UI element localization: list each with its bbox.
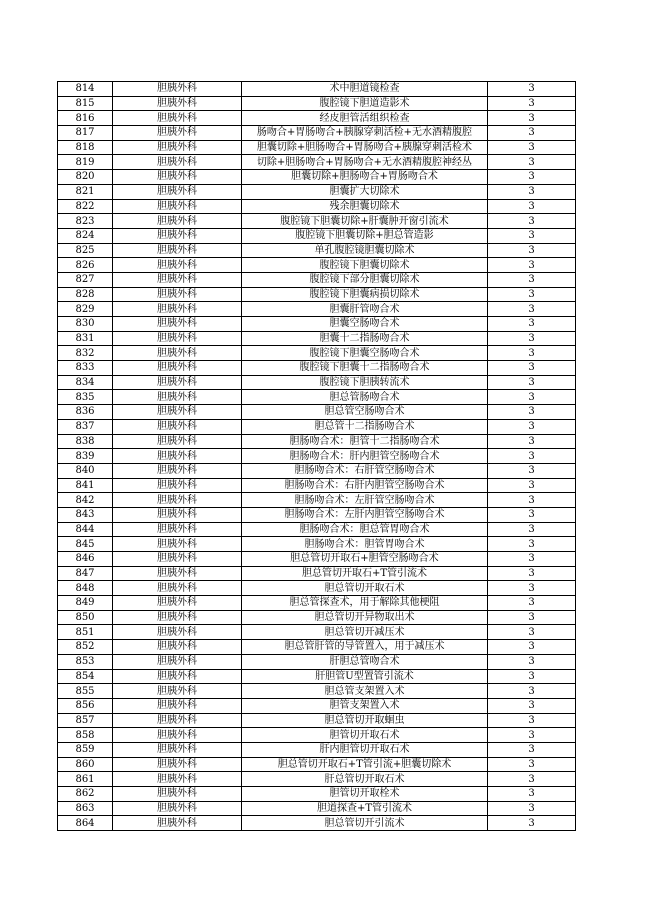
- procedure-name-cell: 胆道探查+T管引流术: [242, 801, 488, 816]
- table-row: [58, 155, 576, 170]
- table-row: [58, 669, 576, 684]
- procedure-name-cell: 胆囊切除+胆肠吻合+胃肠吻合术: [242, 170, 488, 185]
- row-number-cell: 843: [58, 507, 113, 522]
- table-row: [58, 728, 576, 743]
- row-number-cell: 846: [58, 552, 113, 567]
- department-cell: 胆胰外科: [113, 757, 242, 772]
- department-cell: 胆胰外科: [113, 493, 242, 508]
- department-cell: 胆胰外科: [113, 537, 242, 552]
- procedure-name-cell: 经皮胆管活组织检查: [242, 111, 488, 126]
- table-row: [58, 287, 576, 302]
- level-cell: 3: [488, 228, 576, 243]
- procedure-name-cell: 残余胆囊切除术: [242, 199, 488, 214]
- department-cell: 胆胰外科: [113, 742, 242, 757]
- procedure-name-cell: 单孔腹腔镜胆囊切除术: [242, 243, 488, 258]
- row-number-cell: 850: [58, 610, 113, 625]
- row-number-cell: 838: [58, 434, 113, 449]
- row-number-cell: 837: [58, 419, 113, 434]
- level-cell: 3: [488, 258, 576, 273]
- department-cell: 胆胰外科: [113, 801, 242, 816]
- procedure-name-cell: 切除+胆肠吻合+胃肠吻合+无水酒精腹腔神经丛: [242, 155, 488, 170]
- level-cell: 3: [488, 772, 576, 787]
- row-number-cell: 834: [58, 375, 113, 390]
- row-number-cell: 853: [58, 654, 113, 669]
- procedure-name-cell: 胆总管探查术，用于解除其他梗阻: [242, 596, 488, 611]
- department-cell: 胆胰外科: [113, 170, 242, 185]
- row-number-cell: 845: [58, 537, 113, 552]
- table-row: [58, 581, 576, 596]
- table-row: [58, 140, 576, 155]
- department-cell: 胆胰外科: [113, 375, 242, 390]
- department-cell: 胆胰外科: [113, 126, 242, 141]
- level-cell: 3: [488, 713, 576, 728]
- level-cell: 3: [488, 390, 576, 405]
- level-cell: 3: [488, 170, 576, 185]
- procedure-name-cell: 胆囊扩大切除术: [242, 184, 488, 199]
- department-cell: 胆胰外科: [113, 566, 242, 581]
- table-row: [58, 537, 576, 552]
- level-cell: 3: [488, 581, 576, 596]
- row-number-cell: 831: [58, 331, 113, 346]
- level-cell: 3: [488, 640, 576, 655]
- procedure-name-cell: 胆总管支架置入术: [242, 684, 488, 699]
- procedure-name-cell: 胆总管切开取蛔虫: [242, 713, 488, 728]
- level-cell: 3: [488, 405, 576, 420]
- table-row: [58, 478, 576, 493]
- department-cell: 胆胰外科: [113, 96, 242, 111]
- table-row: [58, 434, 576, 449]
- department-cell: 胆胰外科: [113, 698, 242, 713]
- procedure-name-cell: 胆肠吻合术：胆管胃吻合术: [242, 537, 488, 552]
- table-row: [58, 317, 576, 332]
- row-number-cell: 855: [58, 684, 113, 699]
- table-row: [58, 654, 576, 669]
- table-row: [58, 507, 576, 522]
- department-cell: 胆胰外科: [113, 228, 242, 243]
- row-number-cell: 818: [58, 140, 113, 155]
- department-cell: 胆胰外科: [113, 581, 242, 596]
- table-row: [58, 170, 576, 185]
- level-cell: 3: [488, 375, 576, 390]
- procedure-name-cell: 胆肠吻合术：胆总管胃吻合术: [242, 522, 488, 537]
- department-cell: 胆胰外科: [113, 478, 242, 493]
- table-row: [58, 228, 576, 243]
- level-cell: 3: [488, 140, 576, 155]
- department-cell: 胆胰外科: [113, 772, 242, 787]
- table-row: [58, 610, 576, 625]
- row-number-cell: 839: [58, 449, 113, 464]
- table-row: [58, 772, 576, 787]
- table-row: [58, 684, 576, 699]
- level-cell: 3: [488, 463, 576, 478]
- row-number-cell: 854: [58, 669, 113, 684]
- department-cell: 胆胰外科: [113, 449, 242, 464]
- level-cell: 3: [488, 478, 576, 493]
- level-cell: 3: [488, 566, 576, 581]
- procedure-name-cell: 胆肠吻合术：左肝内胆管空肠吻合术: [242, 507, 488, 522]
- department-cell: 胆胰外科: [113, 728, 242, 743]
- procedure-name-cell: 肠吻合+胃肠吻合+胰腺穿刺活检+无水酒精腹腔: [242, 126, 488, 141]
- procedure-name-cell: 胆总管切开取石+T管引流术: [242, 566, 488, 581]
- table-row: [58, 302, 576, 317]
- row-number-cell: 828: [58, 287, 113, 302]
- procedure-name-cell: 腹腔镜下胆胰转流术: [242, 375, 488, 390]
- level-cell: 3: [488, 111, 576, 126]
- level-cell: 3: [488, 596, 576, 611]
- department-cell: 胆胰外科: [113, 82, 242, 97]
- department-cell: 胆胰外科: [113, 669, 242, 684]
- department-cell: 胆胰外科: [113, 787, 242, 802]
- row-number-cell: 864: [58, 816, 113, 831]
- row-number-cell: 836: [58, 405, 113, 420]
- procedure-name-cell: 腹腔镜下胆囊切除术: [242, 258, 488, 273]
- row-number-cell: 840: [58, 463, 113, 478]
- row-number-cell: 835: [58, 390, 113, 405]
- procedure-name-cell: 胆总管切开异物取出术: [242, 610, 488, 625]
- department-cell: 胆胰外科: [113, 346, 242, 361]
- procedure-name-cell: 胆囊肝管吻合术: [242, 302, 488, 317]
- row-number-cell: 826: [58, 258, 113, 273]
- procedure-table: [57, 81, 576, 831]
- level-cell: 3: [488, 243, 576, 258]
- row-number-cell: 856: [58, 698, 113, 713]
- level-cell: 3: [488, 287, 576, 302]
- row-number-cell: 857: [58, 713, 113, 728]
- procedure-name-cell: 胆总管切开引流术: [242, 816, 488, 831]
- table-row: [58, 640, 576, 655]
- table-row: [58, 390, 576, 405]
- table-row: [58, 258, 576, 273]
- department-cell: 胆胰外科: [113, 214, 242, 229]
- row-number-cell: 825: [58, 243, 113, 258]
- table-row: [58, 214, 576, 229]
- table-row: [58, 566, 576, 581]
- department-cell: 胆胰外科: [113, 155, 242, 170]
- row-number-cell: 848: [58, 581, 113, 596]
- row-number-cell: 829: [58, 302, 113, 317]
- table-row: [58, 493, 576, 508]
- procedure-name-cell: 胆总管切开取石术: [242, 581, 488, 596]
- table-row: [58, 126, 576, 141]
- department-cell: 胆胰外科: [113, 361, 242, 376]
- department-cell: 胆胰外科: [113, 816, 242, 831]
- procedure-name-cell: 胆肠吻合术：右肝内胆管空肠吻合术: [242, 478, 488, 493]
- department-cell: 胆胰外科: [113, 654, 242, 669]
- procedure-name-cell: 胆肠吻合术：胆管十二指肠吻合术: [242, 434, 488, 449]
- procedure-name-cell: 胆囊十二指肠吻合术: [242, 331, 488, 346]
- level-cell: 3: [488, 728, 576, 743]
- row-number-cell: 858: [58, 728, 113, 743]
- department-cell: 胆胰外科: [113, 199, 242, 214]
- row-number-cell: 823: [58, 214, 113, 229]
- procedure-name-cell: 腹腔镜下胆囊切除+胆总管造影: [242, 228, 488, 243]
- procedure-name-cell: 胆囊空肠吻合术: [242, 317, 488, 332]
- procedure-name-cell: 腹腔镜下胆囊切除+肝囊肿开窗引流术: [242, 214, 488, 229]
- row-number-cell: 860: [58, 757, 113, 772]
- row-number-cell: 824: [58, 228, 113, 243]
- level-cell: 3: [488, 654, 576, 669]
- row-number-cell: 820: [58, 170, 113, 185]
- level-cell: 3: [488, 346, 576, 361]
- procedure-name-cell: 胆肠吻合术：肝内胆管空肠吻合术: [242, 449, 488, 464]
- row-number-cell: 861: [58, 772, 113, 787]
- table-row: [58, 419, 576, 434]
- department-cell: 胆胰外科: [113, 111, 242, 126]
- procedure-name-cell: 胆肠吻合术：左肝管空肠吻合术: [242, 493, 488, 508]
- department-cell: 胆胰外科: [113, 434, 242, 449]
- department-cell: 胆胰外科: [113, 272, 242, 287]
- level-cell: 3: [488, 801, 576, 816]
- table-row: [58, 522, 576, 537]
- row-number-cell: 814: [58, 82, 113, 97]
- row-number-cell: 832: [58, 346, 113, 361]
- table-row: [58, 405, 576, 420]
- department-cell: 胆胰外科: [113, 522, 242, 537]
- table-row: [58, 243, 576, 258]
- table-row: [58, 111, 576, 126]
- level-cell: 3: [488, 742, 576, 757]
- level-cell: 3: [488, 126, 576, 141]
- level-cell: 3: [488, 214, 576, 229]
- procedure-name-cell: 胆总管肝管的导管置入，用于减压术: [242, 640, 488, 655]
- row-number-cell: 841: [58, 478, 113, 493]
- procedure-name-cell: 胆总管切开取石+T管引流+胆囊切除术: [242, 757, 488, 772]
- level-cell: 3: [488, 199, 576, 214]
- table-row: [58, 625, 576, 640]
- level-cell: 3: [488, 507, 576, 522]
- department-cell: 胆胰外科: [113, 419, 242, 434]
- level-cell: 3: [488, 302, 576, 317]
- row-number-cell: 842: [58, 493, 113, 508]
- table-row: [58, 184, 576, 199]
- department-cell: 胆胰外科: [113, 507, 242, 522]
- row-number-cell: 851: [58, 625, 113, 640]
- department-cell: 胆胰外科: [113, 596, 242, 611]
- department-cell: 胆胰外科: [113, 317, 242, 332]
- level-cell: 3: [488, 434, 576, 449]
- table-row: [58, 757, 576, 772]
- row-number-cell: 821: [58, 184, 113, 199]
- table-row: [58, 346, 576, 361]
- department-cell: 胆胰外科: [113, 552, 242, 567]
- procedure-name-cell: 胆总管肠吻合术: [242, 390, 488, 405]
- procedure-name-cell: 肝内胆管切开取石术: [242, 742, 488, 757]
- row-number-cell: 844: [58, 522, 113, 537]
- procedure-name-cell: 腹腔镜下胆囊空肠吻合术: [242, 346, 488, 361]
- row-number-cell: 830: [58, 317, 113, 332]
- row-number-cell: 815: [58, 96, 113, 111]
- level-cell: 3: [488, 610, 576, 625]
- procedure-name-cell: 胆管支架置入术: [242, 698, 488, 713]
- table-row: [58, 816, 576, 831]
- department-cell: 胆胰外科: [113, 405, 242, 420]
- level-cell: 3: [488, 449, 576, 464]
- table-row: [58, 463, 576, 478]
- procedure-name-cell: 胆总管切开减压术: [242, 625, 488, 640]
- table-row: [58, 375, 576, 390]
- department-cell: 胆胰外科: [113, 258, 242, 273]
- row-number-cell: 862: [58, 787, 113, 802]
- level-cell: 3: [488, 361, 576, 376]
- table-row: [58, 787, 576, 802]
- table-row: [58, 96, 576, 111]
- level-cell: 3: [488, 96, 576, 111]
- level-cell: 3: [488, 155, 576, 170]
- table-row: [58, 331, 576, 346]
- department-cell: 胆胰外科: [113, 713, 242, 728]
- table-row: [58, 82, 576, 97]
- table-row: [58, 199, 576, 214]
- department-cell: 胆胰外科: [113, 140, 242, 155]
- procedure-name-cell: 肝胆管U型置管引流术: [242, 669, 488, 684]
- level-cell: 3: [488, 625, 576, 640]
- department-cell: 胆胰外科: [113, 243, 242, 258]
- level-cell: 3: [488, 419, 576, 434]
- row-number-cell: 849: [58, 596, 113, 611]
- level-cell: 3: [488, 82, 576, 97]
- level-cell: 3: [488, 493, 576, 508]
- table-row: [58, 361, 576, 376]
- table-row: [58, 449, 576, 464]
- row-number-cell: 819: [58, 155, 113, 170]
- level-cell: 3: [488, 552, 576, 567]
- level-cell: 3: [488, 684, 576, 699]
- department-cell: 胆胰外科: [113, 463, 242, 478]
- level-cell: 3: [488, 757, 576, 772]
- table-body: [58, 82, 576, 831]
- level-cell: 3: [488, 272, 576, 287]
- level-cell: 3: [488, 317, 576, 332]
- table-row: [58, 698, 576, 713]
- table-row: [58, 596, 576, 611]
- row-number-cell: 816: [58, 111, 113, 126]
- level-cell: 3: [488, 331, 576, 346]
- procedure-name-cell: 胆管切开取石术: [242, 728, 488, 743]
- row-number-cell: 852: [58, 640, 113, 655]
- row-number-cell: 827: [58, 272, 113, 287]
- procedure-name-cell: 腹腔镜下胆道造影术: [242, 96, 488, 111]
- department-cell: 胆胰外科: [113, 287, 242, 302]
- level-cell: 3: [488, 184, 576, 199]
- level-cell: 3: [488, 669, 576, 684]
- procedure-name-cell: 胆肠吻合术：右肝管空肠吻合术: [242, 463, 488, 478]
- row-number-cell: 863: [58, 801, 113, 816]
- procedure-name-cell: 腹腔镜下胆囊病损切除术: [242, 287, 488, 302]
- procedure-name-cell: 胆总管切开取石+胆管空肠吻合术: [242, 552, 488, 567]
- row-number-cell: 859: [58, 742, 113, 757]
- level-cell: 3: [488, 816, 576, 831]
- row-number-cell: 847: [58, 566, 113, 581]
- level-cell: 3: [488, 698, 576, 713]
- department-cell: 胆胰外科: [113, 610, 242, 625]
- procedure-name-cell: 腹腔镜下胆囊十二指肠吻合术: [242, 361, 488, 376]
- level-cell: 3: [488, 537, 576, 552]
- department-cell: 胆胰外科: [113, 640, 242, 655]
- table-row: [58, 552, 576, 567]
- table-row: [58, 742, 576, 757]
- procedure-name-cell: 肝总管切开取石术: [242, 772, 488, 787]
- department-cell: 胆胰外科: [113, 390, 242, 405]
- level-cell: 3: [488, 522, 576, 537]
- department-cell: 胆胰外科: [113, 625, 242, 640]
- table-row: [58, 801, 576, 816]
- row-number-cell: 817: [58, 126, 113, 141]
- procedure-name-cell: 胆囊切除+胆肠吻合+胃肠吻合+胰腺穿刺活检术: [242, 140, 488, 155]
- department-cell: 胆胰外科: [113, 331, 242, 346]
- table-row: [58, 272, 576, 287]
- table-row: [58, 713, 576, 728]
- procedure-name-cell: 胆管切开取栓术: [242, 787, 488, 802]
- procedure-name-cell: 胆总管空肠吻合术: [242, 405, 488, 420]
- row-number-cell: 833: [58, 361, 113, 376]
- department-cell: 胆胰外科: [113, 684, 242, 699]
- procedure-name-cell: 胆总管十二指肠吻合术: [242, 419, 488, 434]
- department-cell: 胆胰外科: [113, 184, 242, 199]
- procedure-name-cell: 术中胆道镜检查: [242, 82, 488, 97]
- procedure-name-cell: 腹腔镜下部分胆囊切除术: [242, 272, 488, 287]
- level-cell: 3: [488, 787, 576, 802]
- procedure-name-cell: 肝胆总管吻合术: [242, 654, 488, 669]
- row-number-cell: 822: [58, 199, 113, 214]
- department-cell: 胆胰外科: [113, 302, 242, 317]
